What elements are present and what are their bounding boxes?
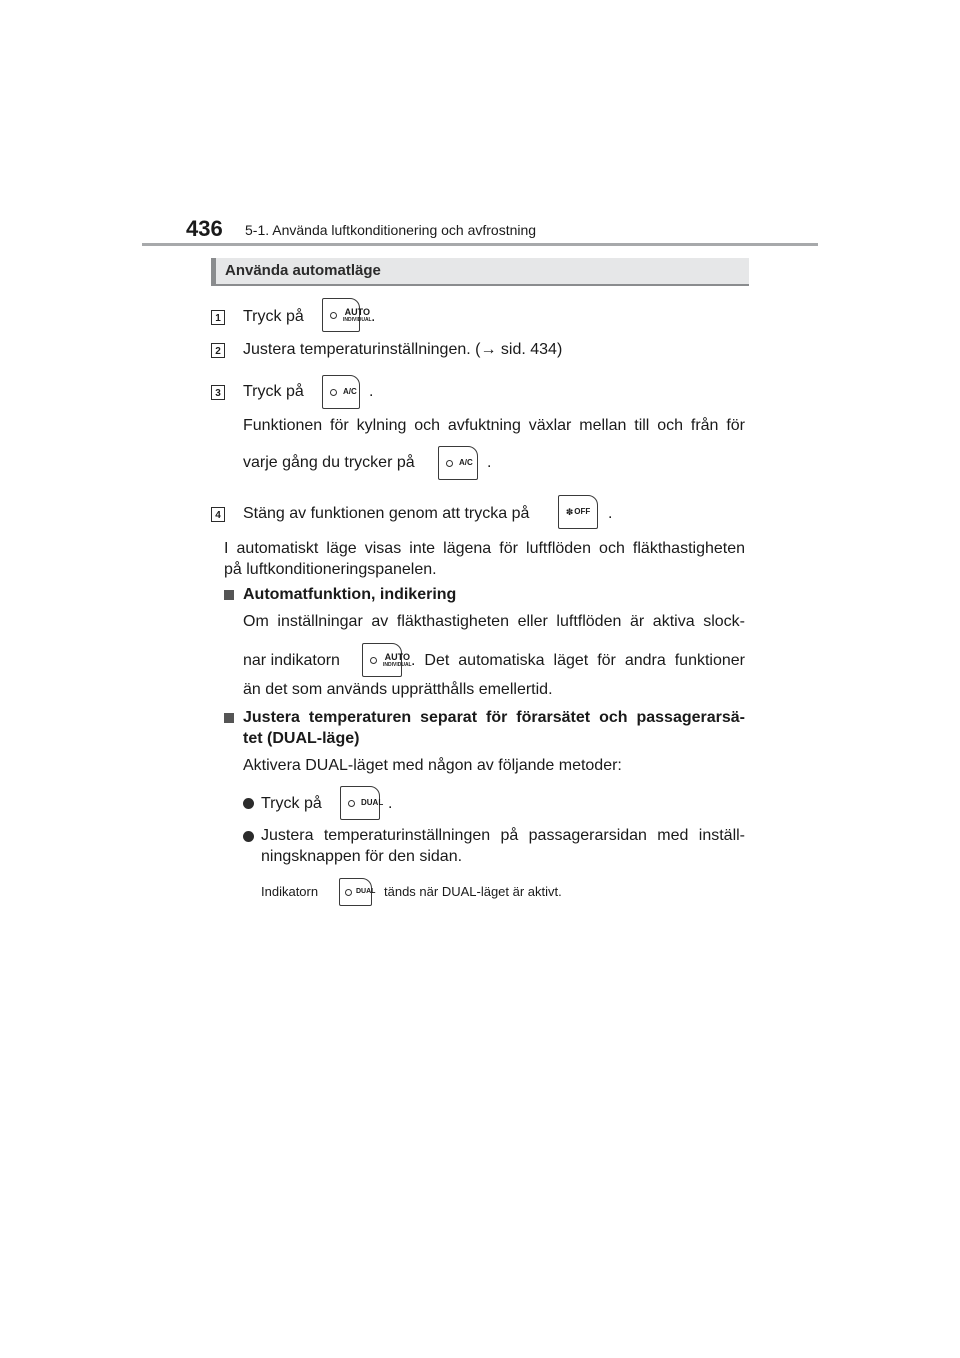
ac-button-label: A/C [459, 458, 473, 467]
page-number: 436 [186, 216, 223, 241]
dual-button-note [339, 878, 376, 906]
step-2-text: Justera temperaturinställningen. (→ sid. 434) [243, 341, 563, 358]
indicator-led-icon [348, 800, 355, 807]
square-bullet-icon [224, 590, 234, 600]
step-number-3: 3 [211, 385, 225, 400]
subheading-bar [211, 258, 749, 286]
round-bullet-icon [243, 798, 254, 809]
ac-button-label: A/C [343, 387, 357, 396]
auto-button [322, 298, 372, 332]
step-3-note-period: . [487, 454, 492, 471]
auto-indicator-heading: Automatfunktion, indikering [243, 586, 457, 603]
off-button-label: OFF [574, 507, 591, 516]
dual-heading-line-1: Justera temperaturen separat för förarsätet och passagerarsä- [243, 709, 745, 726]
step-3-period: . [369, 383, 374, 400]
step-3-text: Tryck på [243, 383, 304, 400]
indicator-led-icon [446, 460, 453, 467]
square-bullet-icon [224, 713, 234, 723]
step-4-text: Stäng av funktionen genom att trycka på [243, 505, 530, 522]
dual-note-text-end: tänds när DUAL-läget är aktivt. [384, 884, 562, 899]
dual-button [340, 786, 384, 820]
auto-button-label: AUTO INDIVIDUAL [343, 306, 372, 323]
step-3-note-line-1: Funktionen för kylning och avfuktning växlar mellan till och från för [243, 417, 745, 434]
auto-mode-paragraph-line-2: på luftkonditioneringspanelen. [224, 561, 437, 578]
auto-mode-paragraph-line-1: I automatiskt läge visas inte lägena för luftflöden och fläkthastigheten [224, 540, 745, 557]
step-4-period: . [608, 505, 613, 522]
auto-indicator-line-1: Om inställningar av fläkthastigheten eller luftflöden är aktiva slock- [243, 613, 745, 630]
off-button [558, 495, 598, 529]
dual-bullet-2-line-2: ningsknappen för den sidan. [261, 848, 463, 865]
dual-button-label: DUAL [361, 798, 384, 807]
auto-button-inline [362, 643, 412, 677]
auto-button-label: AUTO INDIVIDUAL [383, 651, 412, 668]
indicator-led-icon [330, 312, 337, 319]
dual-button-label: DUAL [356, 888, 376, 895]
ac-button-inline [438, 446, 478, 480]
indicator-led-icon [370, 657, 377, 664]
round-bullet-icon [243, 831, 254, 842]
step-number-4: 4 [211, 507, 225, 522]
ac-button [322, 375, 360, 409]
indicator-led-icon [345, 889, 352, 896]
subheading-accent [211, 258, 216, 284]
dual-bullet-1-period: . [388, 795, 393, 812]
dual-intro: Aktivera DUAL-läget med någon av följande metoder: [243, 757, 622, 774]
step-3-note-line-2: varje gång du trycker på [243, 454, 415, 471]
dual-bullet-2-line-1: Justera temperaturinställningen på passagerarsidan med inställ- [261, 827, 745, 844]
step-1-period: . [371, 308, 376, 325]
auto-indicator-line-3: än det som används upprätthålls emellertid. [243, 681, 553, 698]
step-number-2: 2 [211, 343, 225, 358]
dual-note-text: Indikatorn [261, 884, 319, 899]
section-title: 5-1. Använda luftkonditionering och avfrostning [245, 222, 537, 238]
step-number-1: 1 [211, 310, 225, 325]
header-rule [142, 243, 818, 246]
dual-bullet-1-text: Tryck på [261, 795, 322, 812]
auto-indicator-line-2a: nar indikatorn [243, 652, 340, 669]
dual-heading-line-2: tet (DUAL-läge) [243, 730, 360, 747]
step-1-text: Tryck på [243, 308, 304, 325]
subheading-title: Använda automatläge [225, 262, 381, 279]
auto-indicator-line-2b: . Det automatiska läget för andra funktioner [411, 652, 745, 669]
fan-icon: ✽ [565, 506, 574, 517]
indicator-led-icon [330, 389, 337, 396]
